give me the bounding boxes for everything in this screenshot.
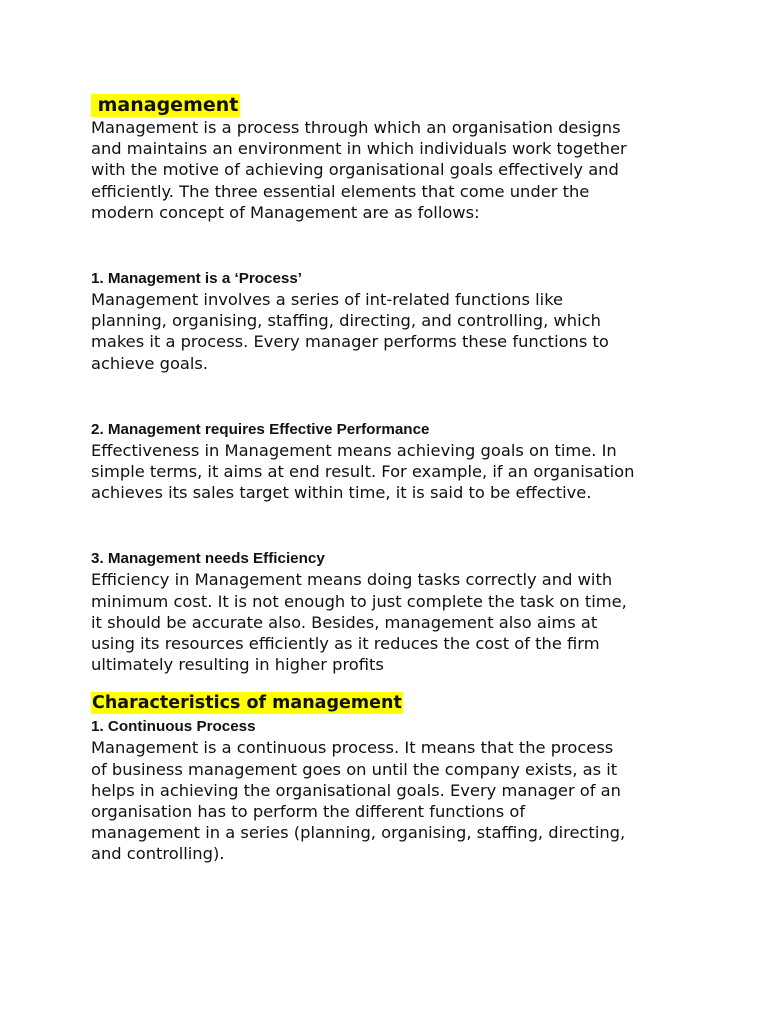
document-title: management [91, 94, 239, 116]
spacer [91, 503, 691, 549]
characteristic-1-heading: 1. Continuous Process [91, 718, 256, 736]
characteristic-1-text: Management is a continuous process. It means that the process of business management goes on until the company exists, as it helps in achieving the organisational goals. Every manager of an organisation has to perform the different functions of management in a series (planning, organising, staffing, directing, and controlling). [91, 738, 626, 864]
spacer [91, 374, 691, 420]
spacer [91, 675, 691, 692]
point-2-text: Effectiveness in Management means achieving goals on time. In simple terms, it aims at end result. For example, if an organisation achieves its sales target within time, it is said to be effective. [91, 440, 635, 503]
point-1-text: Management involves a series of int-related functions like planning, organising, staffing, directing, and controlling, which makes it a process. Every manager performs these functions to achieve goals. [91, 290, 609, 373]
point-2-heading: 2. Management requires Effective Performance [91, 420, 430, 438]
point-1-heading: 1. Management is a ‘Process’ [91, 270, 303, 288]
document-page [91, 94, 691, 865]
intro-paragraph: Management is a process through which an organisation designs and maintains an environment in which individuals work together with the motive of achieving organisational goals effectively and efficiently. The three essential elements that come under the modern concept of Management are as follows: [91, 118, 627, 222]
point-3-text: Efficiency in Management means doing tasks correctly and with minimum cost. It is not enough to just complete the task on time, it should be accurate also. Besides, management also aims at using its resources efficiently as it reduces the cost of the firm ultimately resulting in higher profits [91, 570, 627, 675]
characteristics-heading: Characteristics of management [92, 693, 402, 714]
spacer [91, 223, 691, 269]
point-3-heading: 3. Management needs Efficiency [91, 550, 325, 568]
